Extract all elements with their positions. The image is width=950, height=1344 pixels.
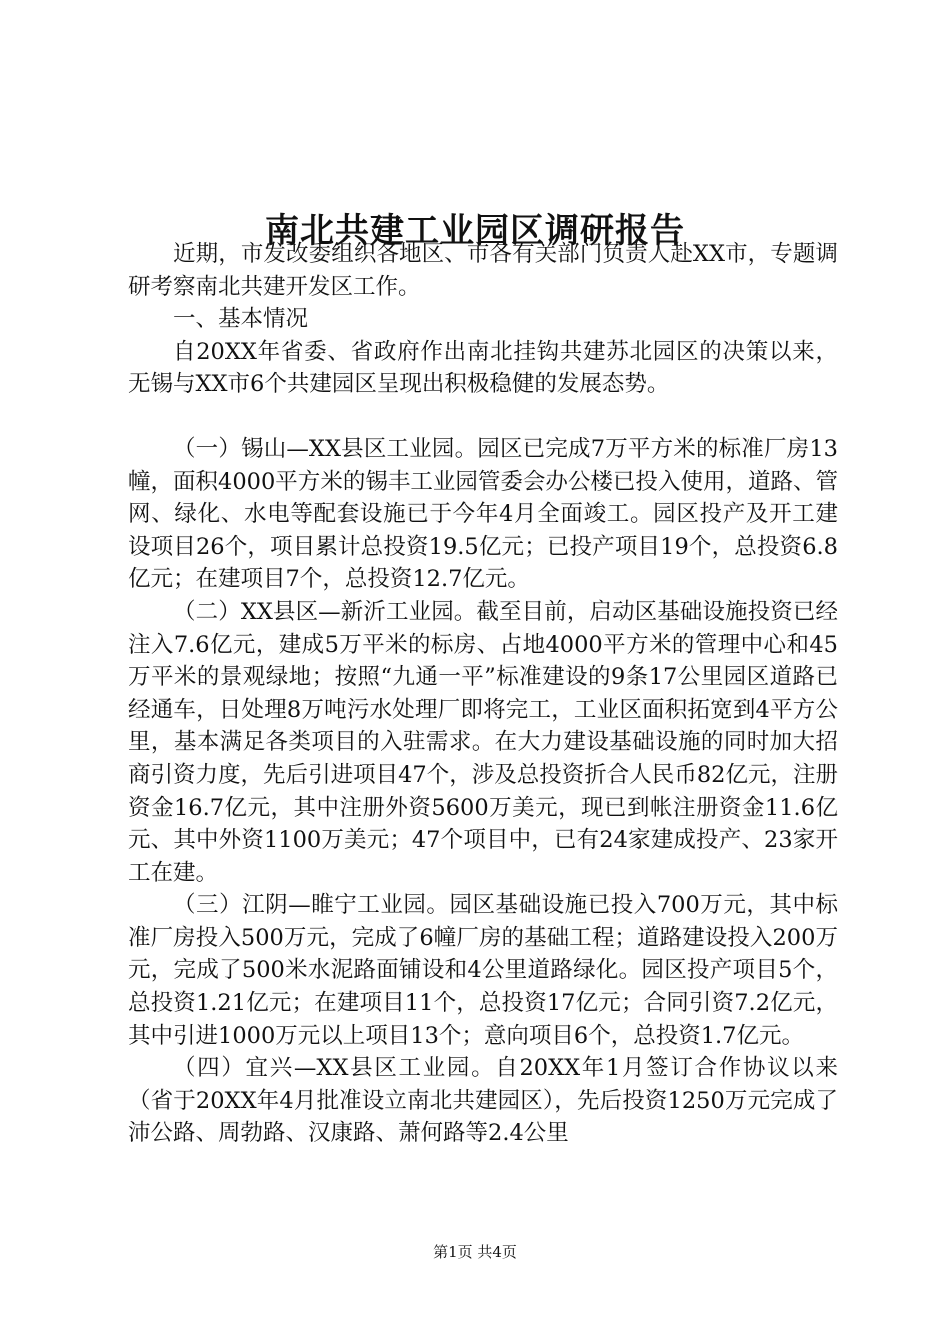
paragraph-park-3: （三）江阴—睢宁工业园。园区基础设施已投入700万元，其中标准厂房投入500万元，完成了6幢厂房的基础工程；道路建设投入200万元，完成了500米水泥路面铺设和4公里道路绿化。园区投产项目5个，总投资1.21亿元；在建项目11个，总投资17亿元；合同引资7.2亿元，其中引进1000万元以上项目13个；意向项目6个，总投资1.7亿元。 (128, 892, 838, 1049)
paragraph-overview: 自20XX年省委、省政府作出南北挂钩共建苏北园区的决策以来，无锡与XX市6个共建园区呈现出积极稳健的发展态势。 (128, 338, 838, 398)
document-title: 南北共建工业园区调研报告 (265, 210, 685, 251)
paragraph-park-4: （四）宜兴—XX县区工业园。自20XX年1月签订合作协议以来（省于20XX年4月批准设立南北共建园区），先后投资1250万元完成了沛公路、周勃路、汉康路、萧何路等2.4公里 (128, 1055, 838, 1147)
paragraph-park-1: （一）锡山—XX县区工业园。园区已完成7万平方米的标准厂房13幢，面积4000平方米的锡丰工业园管委会办公楼已投入使用，道路、管网、绿化、水电等配套设施已于今年4月全面竣工。园区投产及开工建设项目26个，项目累计总投资19.5亿元；已投产项目19个，总投资6.8亿元；在建项目7个，总投资12.7亿元。 (128, 435, 838, 593)
page-footer: 第1页 共4页 (433, 1243, 517, 1261)
paragraph-intro: 近期，市发改委组织各地区、市各有关部门负责人赴XX市，专题调研考察南北共建开发区工作。 (128, 241, 838, 300)
paragraph-park-2: （二）XX县区—新沂工业园。截至目前，启动区基础设施投资已经注入7.6亿元，建成5万平米的标房、占地4000平方米的管理中心和45万平米的景观绿地；按照“九通一平”标准建设的9条17公里园区道路已经通车，日处理8万吨污水处理厂即将完工，工业区面积拓宽到4平方公里，基本满足各类项目的入驻需求。在大力建设基础设施的同时加大招商引资力度，先后引进项目47个，涉及总投资折合人民币82亿元，注册资金16.7亿元，其中注册外资5600万美元，现已到帐注册资金11.6亿元、其中外资1100万美元；47个项目中，已有24家建成投产、23家开工在建。 (128, 598, 838, 886)
document-body (128, 238, 838, 1150)
section-heading-basic: 一、基本情况 (173, 306, 309, 333)
